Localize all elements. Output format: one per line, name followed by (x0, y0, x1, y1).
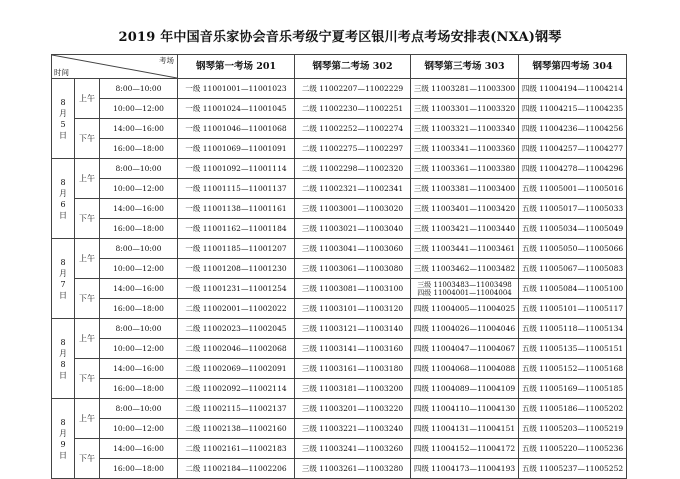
exam-range-cell: 三级 11003001—11003020 (295, 199, 411, 219)
table-row (52, 379, 627, 399)
time-slot-cell: 16:00—18:00 (100, 219, 178, 239)
exam-range-cell: 三级 11003181—11003200 (295, 379, 411, 399)
date-char: 8 (60, 359, 66, 369)
exam-range-cell: 五级 11005118—11005134 (519, 319, 627, 339)
exam-range-cell: 四级 11004278—11004296 (519, 159, 627, 179)
time-slot-cell: 8:00—10:00 (100, 159, 178, 179)
exam-range-cell: 三级 11003261—11003280 (295, 459, 411, 479)
exam-range-cell: 五级 11005084—11005100 (519, 279, 627, 299)
exam-range-cell: 二级 11002069—11002091 (178, 359, 295, 379)
period-cell: 下午 (75, 439, 100, 479)
exam-range-cell: 三级 11003381—11003400 (411, 179, 519, 199)
exam-range-cell: 三级 11003321—11003340 (411, 119, 519, 139)
time-slot-cell: 16:00—18:00 (100, 139, 178, 159)
period-cell: 下午 (75, 279, 100, 319)
time-slot-cell: 10:00—12:00 (100, 259, 178, 279)
exam-range-cell: 三级 11003341—11003360 (411, 139, 519, 159)
exam-range-cell: 三级 11003201—11003220 (295, 399, 411, 419)
exam-range-cell: 二级 11002138—11002160 (178, 419, 295, 439)
exam-range-cell: 五级 11005203—11005219 (519, 419, 627, 439)
exam-range-cell: 五级 11005169—11005185 (519, 379, 627, 399)
exam-range-cell: 四级 11004026—11004046 (411, 319, 519, 339)
exam-range-cell: 三级 11003462—11003482 (411, 259, 519, 279)
exam-range-cell: 三级 11003121—11003140 (295, 319, 411, 339)
corner-header-cell (52, 55, 178, 79)
table-row (52, 139, 627, 159)
period-cell: 下午 (75, 119, 100, 159)
table-row (52, 159, 627, 179)
exam-range-cell: 二级 11002207—11002229 (295, 79, 411, 99)
time-slot-cell: 10:00—12:00 (100, 419, 178, 439)
exam-range-cell: 一级 11001001—11001023 (178, 79, 295, 99)
exam-range-cell: 二级 11002275—11002297 (295, 139, 411, 159)
exam-range-cell: 一级 11001138—11001161 (178, 199, 295, 219)
table-row (52, 259, 627, 279)
exam-range-cell: 二级 11002023—11002045 (178, 319, 295, 339)
date-char: 月 (59, 428, 67, 438)
exam-range-cell: 二级 11002321—11002341 (295, 179, 411, 199)
exam-range-cell: 五级 11005050—11005066 (519, 239, 627, 259)
date-char: 6 (60, 199, 66, 209)
room-header: 钢琴第二考场 302 (295, 55, 411, 79)
exam-range-cell: 二级 11002184—11002206 (178, 459, 295, 479)
exam-range-cell: 二级 11002298—11002320 (295, 159, 411, 179)
period-cell: 下午 (75, 199, 100, 239)
exam-range-cell: 一级 11001231—11001254 (178, 279, 295, 299)
exam-range-cell: 三级 11003061—11003080 (295, 259, 411, 279)
exam-range-cell: 五级 11005001—11005016 (519, 179, 627, 199)
table-row (52, 359, 627, 379)
exam-range-cell: 三级 11003301—11003320 (411, 99, 519, 119)
exam-range-cell: 三级 11003483—11003498 四级 11004001—11004004 (411, 279, 519, 299)
time-slot-cell: 14:00—16:00 (100, 439, 178, 459)
exam-range-cell: 四级 11004047—11004067 (411, 339, 519, 359)
date-char: 月 (59, 268, 67, 278)
exam-range-cell: 二级 11002161—11002183 (178, 439, 295, 459)
exam-range-cell: 三级 11003281—11003300 (411, 79, 519, 99)
date-char: 日 (59, 210, 67, 220)
exam-range-cell: 四级 11004068—11004088 (411, 359, 519, 379)
table-row (52, 99, 627, 119)
exam-range-cell: 一级 11001092—11001114 (178, 159, 295, 179)
exam-range-cell: 三级 11003441—11003461 (411, 239, 519, 259)
time-slot-cell: 16:00—18:00 (100, 379, 178, 399)
exam-range-cell: 五级 11005186—11005202 (519, 399, 627, 419)
date-cell (52, 239, 75, 319)
table-row (52, 239, 627, 259)
exam-range-cell: 三级 11003421—11003440 (411, 219, 519, 239)
date-char: 9 (60, 439, 66, 449)
exam-range-cell: 三级 11003221—11003240 (295, 419, 411, 439)
table-row (52, 399, 627, 419)
exam-range-cell: 五级 11005017—11005033 (519, 199, 627, 219)
exam-range-cell: 一级 11001069—11001091 (178, 139, 295, 159)
period-cell: 上午 (75, 399, 100, 439)
date-char: 日 (59, 130, 67, 140)
table-row (52, 419, 627, 439)
date-cell (52, 319, 75, 399)
table-row (52, 219, 627, 239)
date-char: 8 (60, 257, 66, 267)
table-row (52, 119, 627, 139)
date-char: 月 (59, 108, 67, 118)
time-slot-cell: 10:00—12:00 (100, 179, 178, 199)
exam-range-cell: 二级 11002115—11002137 (178, 399, 295, 419)
room-header: 钢琴第三考场 303 (411, 55, 519, 79)
exam-range-cell: 一级 11001115—11001137 (178, 179, 295, 199)
corner-room-label: 考场 (159, 56, 175, 65)
exam-range-cell: 五级 11005135—11005151 (519, 339, 627, 359)
exam-range-cell: 二级 11002092—11002114 (178, 379, 295, 399)
period-cell: 上午 (75, 239, 100, 279)
exam-range-cell: 二级 11002001—11002022 (178, 299, 295, 319)
exam-range-cell: 四级 11004173—11004193 (411, 459, 519, 479)
table-row (52, 439, 627, 459)
date-char: 日 (59, 450, 67, 460)
period-cell: 上午 (75, 319, 100, 359)
room-header: 钢琴第四考场 304 (519, 55, 627, 79)
exam-range-cell: 三级 11003141—11003160 (295, 339, 411, 359)
exam-range-cell: 三级 11003401—11003420 (411, 199, 519, 219)
time-slot-cell: 14:00—16:00 (100, 119, 178, 139)
room-header: 钢琴第一考场 201 (178, 55, 295, 79)
exam-range-cell: 三级 11003241—11003260 (295, 439, 411, 459)
exam-range-cell: 四级 11004005—11004025 (411, 299, 519, 319)
period-cell: 上午 (75, 79, 100, 119)
table-row (52, 339, 627, 359)
time-slot-cell: 14:00—16:00 (100, 279, 178, 299)
time-slot-cell: 16:00—18:00 (100, 299, 178, 319)
table-row (52, 199, 627, 219)
date-char: 8 (60, 177, 66, 187)
period-cell: 下午 (75, 359, 100, 399)
exam-range-cell: 一级 11001162—11001184 (178, 219, 295, 239)
date-char: 日 (59, 290, 67, 300)
exam-range-cell: 四级 11004110—11004130 (411, 399, 519, 419)
exam-range-cell: 五级 11005034—11005049 (519, 219, 627, 239)
period-cell: 上午 (75, 159, 100, 199)
exam-range-cell: 三级 11003041—11003060 (295, 239, 411, 259)
date-char: 月 (59, 188, 67, 198)
exam-range-cell: 五级 11005101—11005117 (519, 299, 627, 319)
table-row (52, 279, 627, 299)
exam-range-cell: 四级 11004236—11004256 (519, 119, 627, 139)
exam-range-cell: 二级 11002046—11002068 (178, 339, 295, 359)
exam-range-cell: 四级 11004194—11004214 (519, 79, 627, 99)
date-char: 8 (60, 417, 66, 427)
date-cell (52, 79, 75, 159)
schedule-table (51, 54, 627, 479)
time-slot-cell: 8:00—10:00 (100, 399, 178, 419)
exam-range-cell: 一级 11001208—11001230 (178, 259, 295, 279)
header-row (52, 55, 627, 79)
time-slot-cell: 10:00—12:00 (100, 339, 178, 359)
time-slot-cell: 14:00—16:00 (100, 359, 178, 379)
exam-range-cell: 四级 11004089—11004109 (411, 379, 519, 399)
schedule-body (52, 79, 627, 479)
exam-range-cell: 五级 11005067—11005083 (519, 259, 627, 279)
exam-range-cell: 五级 11005220—11005236 (519, 439, 627, 459)
exam-range-cell: 一级 11001024—11001045 (178, 99, 295, 119)
exam-range-cell: 二级 11002230—11002251 (295, 99, 411, 119)
date-char: 日 (59, 370, 67, 380)
exam-range-cell: 三级 11003021—11003040 (295, 219, 411, 239)
exam-range-cell: 四级 11004131—11004151 (411, 419, 519, 439)
exam-range-cell: 四级 11004257—11004277 (519, 139, 627, 159)
time-slot-cell: 14:00—16:00 (100, 199, 178, 219)
exam-range-cell: 三级 11003081—11003100 (295, 279, 411, 299)
time-slot-cell: 10:00—12:00 (100, 99, 178, 119)
time-slot-cell: 16:00—18:00 (100, 459, 178, 479)
exam-range-cell: 二级 11002252—11002274 (295, 119, 411, 139)
table-row (52, 79, 627, 99)
table-row (52, 299, 627, 319)
exam-range-cell: 三级 11003361—11003380 (411, 159, 519, 179)
exam-range-cell: 三级 11003101—11003120 (295, 299, 411, 319)
page-title: 2019 年中国音乐家协会音乐考级宁夏考区银川考点考场安排表(NXA)钢琴 (118, 30, 562, 45)
exam-range-cell: 四级 11004215—11004235 (519, 99, 627, 119)
exam-range-cell: 四级 11004152—11004172 (411, 439, 519, 459)
corner-time-label: 时间 (54, 68, 69, 77)
date-char: 8 (60, 337, 66, 347)
time-slot-cell: 8:00—10:00 (100, 239, 178, 259)
date-cell (52, 159, 75, 239)
exam-range-cell: 五级 11005237—11005252 (519, 459, 627, 479)
date-char: 7 (60, 279, 66, 289)
time-slot-cell: 8:00—10:00 (100, 319, 178, 339)
exam-range-cell: 三级 11003161—11003180 (295, 359, 411, 379)
time-slot-cell: 8:00—10:00 (100, 79, 178, 99)
exam-range-cell: 一级 11001046—11001068 (178, 119, 295, 139)
exam-range-cell: 五级 11005152—11005168 (519, 359, 627, 379)
table-row (52, 179, 627, 199)
date-char: 8 (60, 97, 66, 107)
date-char: 5 (60, 119, 66, 129)
date-char: 月 (59, 348, 67, 358)
table-row (52, 319, 627, 339)
table-row (52, 459, 627, 479)
exam-range-cell: 一级 11001185—11001207 (178, 239, 295, 259)
